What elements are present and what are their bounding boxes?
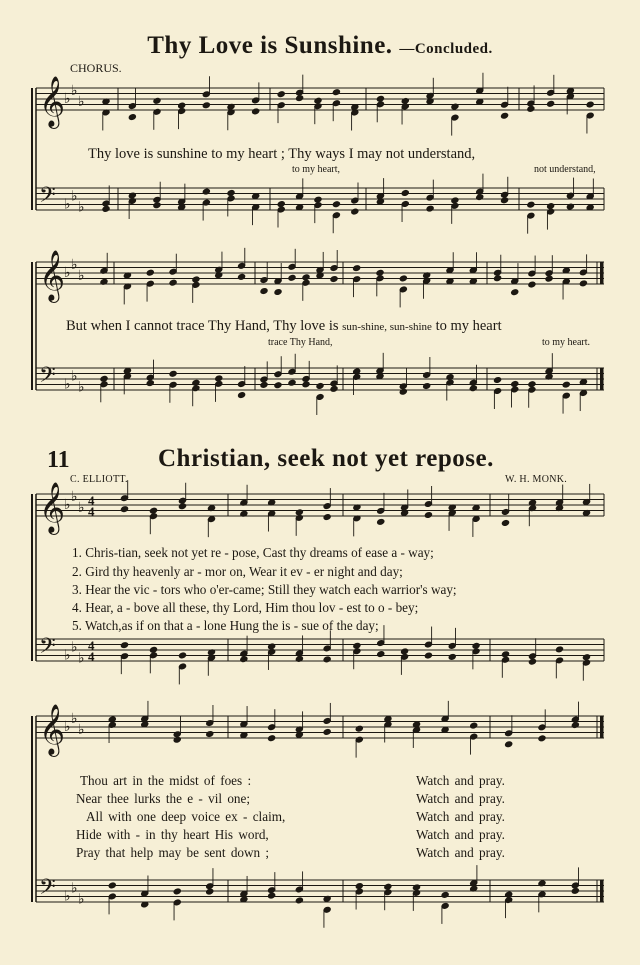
flat-icon: ♭	[71, 188, 78, 205]
note-head	[302, 274, 310, 281]
note-head	[353, 642, 361, 649]
time-signature: 4	[88, 649, 95, 664]
note-head	[153, 202, 161, 209]
flat-icon: ♭	[64, 196, 71, 213]
bass-clef-icon: 𝄢	[39, 183, 56, 213]
refrain-line: Thou art in the midst of foes :	[80, 773, 252, 788]
note-head	[505, 891, 513, 898]
note-head	[376, 95, 384, 102]
note-head	[571, 722, 579, 729]
chorus-echo-lyric-1: to my heart,	[292, 164, 341, 175]
note-head	[355, 883, 363, 890]
note-head	[323, 514, 331, 521]
note-head	[528, 381, 536, 388]
note-head	[528, 658, 536, 665]
final-bar-line	[600, 880, 604, 902]
note-head	[501, 112, 509, 119]
flat-icon: ♭	[78, 721, 85, 738]
chorus-lyrics-line-2	[66, 318, 502, 335]
note-head	[314, 97, 322, 104]
flat-icon: ♭	[64, 719, 71, 735]
note-head	[202, 188, 210, 195]
note-head	[169, 279, 177, 286]
note-head	[277, 201, 285, 208]
note-head	[149, 507, 157, 514]
flat-icon: ♭	[64, 888, 71, 905]
note-head	[330, 276, 338, 283]
time-signature: 4	[88, 493, 95, 508]
note-head	[353, 265, 361, 272]
verse-line: 3. Hear the vic - tors who o'er-came; Still they watch each warrior's way;	[72, 582, 457, 597]
note-head	[260, 288, 268, 295]
time-signature: 4	[88, 504, 95, 519]
bass-clef-icon: 𝄢	[39, 363, 56, 393]
refrain-line-end: Watch and pray.	[416, 773, 505, 788]
note-head	[295, 509, 303, 516]
flat-icon: ♭	[78, 499, 85, 516]
note-head	[274, 289, 282, 296]
note-head	[476, 194, 484, 201]
refrain-line-end: Watch and pray.	[416, 809, 505, 824]
flat-icon: ♭	[71, 368, 78, 385]
note-head	[332, 201, 340, 208]
note-head	[252, 108, 260, 115]
note-head	[277, 91, 285, 98]
section-label-chorus: CHORUS.	[70, 61, 122, 75]
hymn-title-thy-love-is-sunshine: Thy Love is Sunshine. —Concluded.	[147, 32, 493, 59]
note-head	[377, 651, 385, 658]
note-head	[323, 729, 331, 736]
bass-clef-icon: 𝄢	[39, 634, 56, 664]
flat-icon: ♭	[71, 880, 78, 897]
flat-icon: ♭	[64, 497, 71, 513]
hymn-subtitle: —Concluded.	[399, 41, 493, 57]
chorus-lyrics-line-1: Thy love is sunshine to my heart ; Thy ways I may not understand,	[88, 146, 476, 162]
hymn-author: C. ELLIOTT.	[70, 474, 128, 485]
flat-icon: ♭	[78, 891, 85, 908]
note-head	[108, 882, 116, 889]
lyrics-segment: But when I cannot trace Thy Hand, Thy love is	[66, 318, 339, 334]
note-head	[401, 648, 409, 655]
note-head	[206, 731, 214, 738]
note-head	[555, 646, 563, 653]
note-head	[296, 95, 304, 102]
note-head	[501, 520, 509, 527]
chorus-echo-lyric-3: trace Thy Hand,	[268, 337, 333, 348]
flat-icon: ♭	[64, 376, 71, 393]
note-head	[316, 383, 324, 390]
note-head	[562, 381, 570, 388]
note-head	[538, 735, 546, 742]
note-head	[469, 385, 477, 392]
flat-icon: ♭	[78, 379, 85, 396]
note-head	[547, 100, 555, 107]
final-bar-line	[600, 716, 604, 738]
flat-icon: ♭	[71, 710, 78, 727]
refrain-line: All with one deep voice ex - claim,	[86, 809, 286, 824]
treble-clef-icon: 𝄞	[39, 76, 66, 127]
note-head	[128, 114, 136, 121]
hymn-number: 11	[47, 447, 70, 473]
verse-line: 4. Hear, a - bove all these, thy Lord, Him thou lov - est to o - bey;	[72, 600, 419, 615]
note-head	[330, 385, 338, 392]
note-head	[227, 190, 235, 197]
note-head	[511, 289, 519, 296]
time-signature: 4	[88, 638, 95, 653]
note-head	[528, 281, 536, 288]
note-head	[332, 89, 340, 96]
note-head	[178, 503, 186, 510]
flat-icon: ♭	[78, 93, 85, 110]
note-head	[472, 642, 480, 649]
note-head	[494, 275, 502, 282]
flat-icon: ♭	[78, 267, 85, 284]
note-head	[314, 196, 322, 203]
note-head	[424, 512, 432, 519]
note-head	[260, 381, 268, 388]
note-head	[173, 888, 181, 895]
note-head	[511, 381, 519, 388]
flat-icon: ♭	[71, 488, 78, 505]
verse-line: 2. Gird thy heavenly ar - mor on, Wear it ev - er night and day;	[72, 564, 403, 579]
note-head	[120, 506, 128, 513]
note-head	[501, 197, 509, 204]
note-head	[401, 190, 409, 197]
note-head	[376, 269, 384, 276]
note-head	[441, 891, 449, 898]
note-head	[206, 888, 214, 895]
note-head	[120, 642, 128, 649]
note-head	[302, 381, 310, 388]
note-head	[215, 375, 223, 382]
note-head	[268, 735, 276, 742]
note-head	[399, 388, 407, 395]
flat-icon: ♭	[64, 647, 71, 664]
note-head	[571, 887, 579, 894]
note-head	[238, 273, 246, 280]
flat-icon: ♭	[64, 91, 71, 107]
bass-clef-icon: 𝄢	[39, 875, 56, 905]
note-head	[448, 653, 456, 660]
note-head	[399, 275, 407, 282]
refrain-line: Pray that help may be sent down ;	[76, 845, 270, 860]
note-head	[268, 892, 276, 899]
note-head	[323, 656, 331, 663]
verse-line: 5. Watch,as if on that a - lone Hung the is - sue of the day;	[72, 618, 379, 633]
note-head	[202, 102, 210, 109]
note-head	[527, 105, 535, 112]
note-head	[149, 646, 157, 653]
note-head	[178, 102, 186, 109]
note-head	[355, 725, 363, 732]
note-head	[192, 276, 200, 283]
final-bar-line	[600, 368, 604, 390]
note-head	[102, 206, 110, 213]
note-head	[146, 269, 154, 276]
lyrics-segment-small: sun-shine, sun-shine	[342, 321, 432, 333]
verse-line: 1. Chris-tian, seek not yet re - pose, Cast thy dreams of ease a - way;	[72, 545, 434, 560]
treble-clef-icon: 𝄞	[39, 250, 66, 301]
note-head	[505, 741, 513, 748]
note-head	[153, 97, 161, 104]
lyrics-segment: to my heart	[435, 318, 502, 334]
chorus-echo-lyric-2: not understand,	[534, 164, 596, 175]
note-head	[494, 377, 502, 384]
note-head	[579, 280, 587, 287]
note-head	[146, 380, 154, 387]
flat-icon: ♭	[71, 639, 78, 656]
note-head	[423, 383, 431, 390]
note-head	[173, 736, 181, 743]
note-head	[178, 652, 186, 659]
note-head	[586, 101, 594, 108]
flat-icon: ♭	[64, 265, 71, 281]
note-head	[288, 274, 296, 281]
refrain-line-end: Watch and pray.	[416, 845, 505, 860]
note-head	[527, 201, 535, 208]
note-head	[377, 518, 385, 525]
note-head	[470, 722, 478, 729]
note-head	[274, 382, 282, 389]
flat-icon: ♭	[71, 82, 78, 99]
note-head	[295, 897, 303, 904]
refrain-line: Hide with - in thy heart His word,	[76, 827, 269, 842]
flat-icon: ♭	[71, 256, 78, 273]
refrain-line-end: Watch and pray.	[416, 827, 505, 842]
note-head	[192, 379, 200, 386]
note-head	[240, 656, 248, 663]
note-head	[169, 370, 177, 377]
flat-icon: ♭	[78, 199, 85, 216]
note-head	[451, 197, 459, 204]
note-head	[545, 275, 553, 282]
note-head	[426, 205, 434, 212]
final-bar-line	[600, 262, 604, 284]
note-head	[100, 375, 108, 382]
note-head	[582, 654, 590, 661]
note-head	[288, 379, 296, 386]
refrain-line-end: Watch and pray.	[416, 791, 505, 806]
treble-clef-icon: 𝄞	[39, 704, 66, 755]
treble-clef-icon: 𝄞	[39, 482, 66, 533]
flat-icon: ♭	[78, 650, 85, 667]
note-head	[412, 884, 420, 891]
hymn-composer: W. H. MONK.	[505, 474, 568, 485]
refrain-line: Near thee lurks the e - vil one;	[76, 791, 251, 806]
note-head	[384, 883, 392, 890]
note-head	[547, 203, 555, 210]
note-head	[351, 208, 359, 215]
hymn-title-christian-seek-not-yet-repose: Christian, seek not yet repose.	[158, 445, 494, 472]
note-head	[501, 651, 509, 658]
note-head	[424, 652, 432, 659]
note-head	[238, 392, 246, 399]
chorus-echo-lyric-4: to my heart.	[542, 337, 591, 348]
